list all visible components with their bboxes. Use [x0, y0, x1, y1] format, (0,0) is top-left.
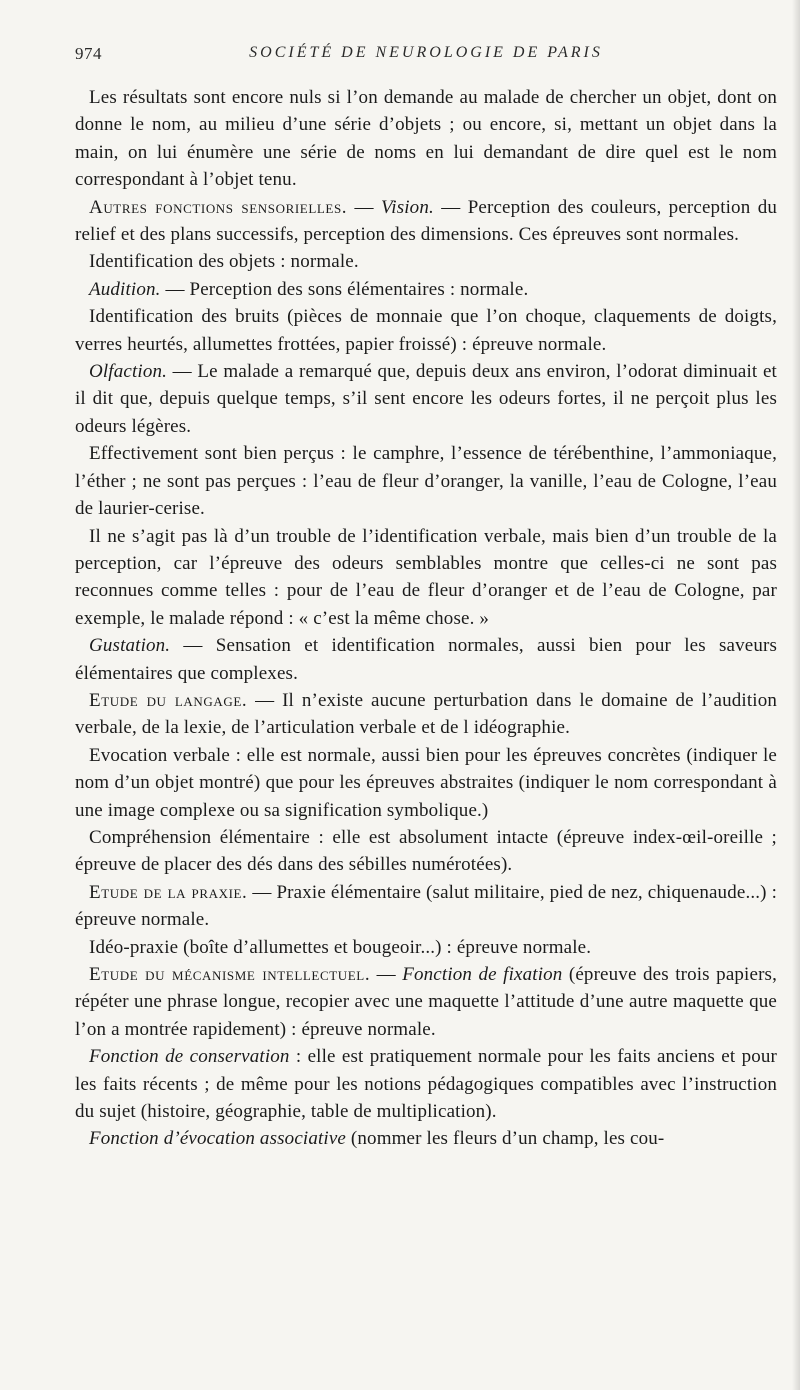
subsection-heading: Olfaction.	[89, 361, 168, 383]
document-page	[75, 40, 777, 1153]
paragraph: Compréhension élémentaire : elle est absolument intacte (épreuve index-œil-oreille ; épreuve de placer des dés dans des sébilles numérotées).	[75, 826, 777, 876]
paragraph: Effectivement sont bien perçus : le camphre, l’essence de térébenthine, l’ammoniaque, l’éther ; ne sont pas perçues : l’eau de fleur d’oranger, la vanille, l’eau de Cologne, l’eau de laurier-cerise.	[75, 443, 777, 520]
paragraph: Les résultats sont encore nuls si l’on demande au malade de chercher un objet, dont on donne le nom, au milieu d’une série d’objets ; ou encore, si, mettant un objet dans la main, on lui énumère une série de noms en lui demandant de dire quel est le nom correspondant à l’objet tenu.	[75, 87, 777, 191]
subsection-heading: Fonction d’évocation associative	[89, 1128, 347, 1150]
subsection-heading: Fonction de fixation	[402, 964, 563, 985]
paragraph: Etude de la praxie. — Praxie élémentaire (salut militaire, pied de nez, chiquenaude...) : épreuve normale.	[75, 881, 777, 931]
paragraph: Identification des bruits (pièces de monnaie que l’on choque, claquements de doigts, verres heurtés, allumettes frottées, papier froissé) : épreuve normale.	[75, 306, 777, 355]
page-number: 974	[75, 44, 102, 63]
section-heading: Etude du langage.	[89, 689, 248, 711]
subsection-heading: Audition.	[89, 278, 161, 300]
section-heading: Etude du mécanisme intellectuel.	[89, 964, 371, 985]
paragraph: Identification des objets : normale.	[89, 251, 359, 273]
paragraph: Il ne s’agit pas là d’un trouble de l’identification verbale, mais bien d’un trouble de la perception, car l’épreuve des odeurs semblables montre que celles-ci ne sont pas reconnues comme telles : pour de l’eau de fleur d’oranger et de l’eau de Cologne, par exemple, le malade répond : « c’est la même chose. »	[75, 525, 777, 629]
page-edge-shadow	[792, 0, 800, 1390]
body-text	[75, 84, 777, 1153]
section-heading: Etude de la praxie.	[89, 881, 248, 903]
running-title: SOCIÉTÉ DE NEUROLOGIE DE PARIS	[249, 44, 603, 61]
paragraph: Fonction d’évocation associative (nommer les fleurs d’un champ, les cou-	[89, 1128, 665, 1150]
paragraph: Etude du langage. — Il n’existe aucune perturbation dans le domaine de l’audition verbale, de la lexie, de l’articulation verbale et de l idéographie.	[75, 689, 777, 739]
paragraph: Fonction de conservation : elle est pratiquement normale pour les faits anciens et pour les faits récents ; de même pour les notions pédagogiques compatibles avec l’instruction du sujet (histoire, géographie, table de multiplication).	[75, 1046, 777, 1123]
paragraph: Evocation verbale : elle est normale, aussi bien pour les épreuves concrètes (indiquer le nom d’un objet montré) que pour les épreuves abstraites (indiquer le nom correspondant à une image complexe ou sa signification symbolique.)	[75, 744, 777, 821]
paragraph: Audition. — Perception des sons élémentaires : normale.	[89, 278, 529, 300]
subsection-heading: Gustation.	[89, 635, 171, 657]
paragraph: Gustation. — Sensation et identification normales, aussi bien pour les saveurs élémentaires que complexes.	[75, 635, 777, 684]
page-header	[75, 40, 777, 70]
subsection-heading: Fonction de conservation	[89, 1046, 290, 1068]
paragraph: Olfaction. — Le malade a remarqué que, depuis deux ans environ, l’odorat diminuait et il dit que, depuis quelque temps, s’il sent encore les odeurs fortes, il ne perçoit plus les odeurs légères.	[75, 361, 777, 437]
subsection-heading: Vision.	[380, 196, 434, 218]
paragraph: Idéo-praxie (boîte d’allumettes et bougeoir...) : épreuve normale.	[89, 936, 592, 958]
paragraph: Etude du mécanisme intellectuel. — Fonction de fixation (épreuve des trois papiers, répéter une phrase longue, recopier avec une maquette l’attitude d’une autre maquette que l’on a montrée rapidement) : épreuve normale.	[75, 964, 777, 1040]
paragraph: Autres fonctions sensorielles. — Vision. — Perception des couleurs, perception du relief et des plans successifs, perception des dimensions. Ces épreuves sont normales.	[75, 196, 777, 246]
section-heading: Autres fonctions sensorielles.	[89, 196, 348, 218]
